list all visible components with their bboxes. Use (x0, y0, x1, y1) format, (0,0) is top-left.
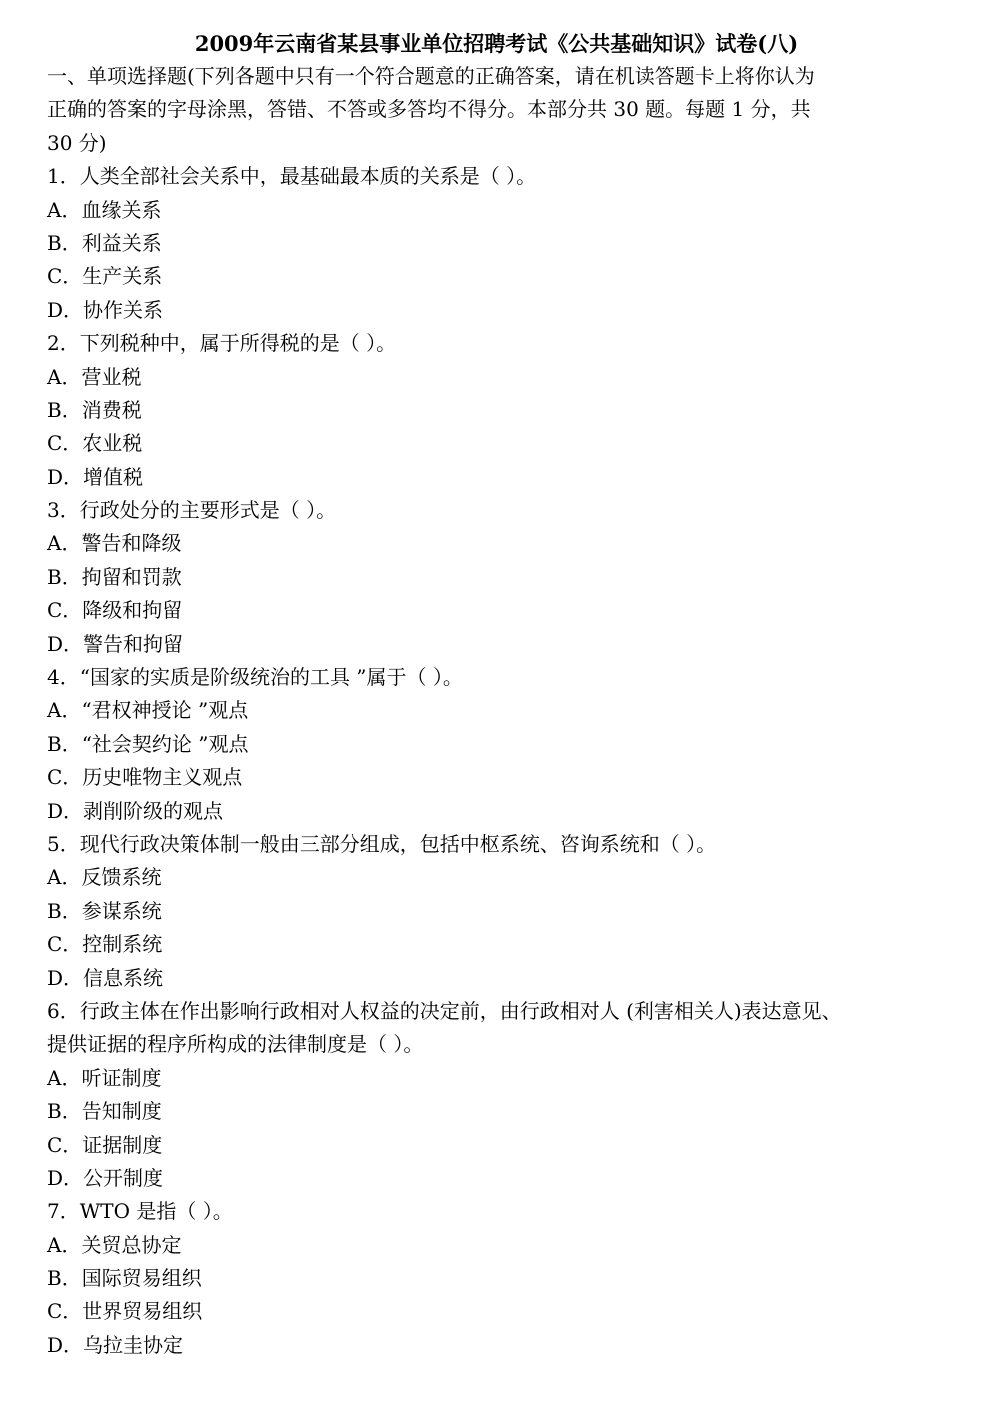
question-stem: 7．WTO 是指（ ）。 (47, 1199, 233, 1224)
question-stem: 1．人类全部社会关系中，最基础最本质的关系是（ ）。 (47, 164, 537, 189)
question-1 (47, 160, 957, 327)
answer-option: A．警告和降级 (47, 531, 182, 556)
answer-option: A．“君权神授论 ”观点 (47, 698, 249, 723)
answer-option: A．听证制度 (47, 1065, 162, 1090)
question-2 (47, 327, 957, 494)
answer-option: C．生产关系 (47, 264, 163, 289)
exam-body (47, 60, 957, 1362)
answer-option: B．参谋系统 (47, 898, 162, 923)
question-3 (47, 494, 957, 661)
answer-option: C．降级和拘留 (47, 598, 183, 623)
section-header-line: 30 分) (47, 130, 107, 155)
question-stem: 3．行政处分的主要形式是（ ）。 (47, 498, 337, 523)
answer-option: D．乌拉圭协定 (47, 1332, 184, 1357)
answer-option: B．拘留和罚款 (47, 564, 182, 589)
question-stem: 4．“国家的实质是阶级统治的工具 ”属于（ ）。 (47, 665, 463, 690)
question-6 (47, 995, 957, 1195)
answer-option: B．国际贸易组织 (47, 1266, 202, 1291)
section-header-line: 一、单项选择题(下列各题中只有一个符合题意的正确答案，请在机读答题卡上将你认为 (47, 64, 815, 88)
answer-option: A．关贸总协定 (47, 1232, 182, 1257)
question-5 (47, 828, 957, 995)
answer-option: D．增值税 (47, 464, 144, 489)
answer-option: B．消费税 (47, 397, 142, 422)
answer-option: C．控制系统 (47, 932, 163, 957)
question-stem: 6．行政主体在作出影响行政相对人权益的决定前，由行政相对人 (利害相关人)表达意见、 (47, 998, 842, 1023)
answer-option: B．“社会契约论 ”观点 (47, 731, 249, 756)
answer-option: C．农业税 (47, 431, 143, 456)
answer-option: A．血缘关系 (47, 197, 162, 222)
answer-option: D．警告和拘留 (47, 631, 184, 656)
answer-option: A．营业税 (47, 364, 142, 389)
question-stem: 2．下列税种中，属于所得税的是（ ）。 (47, 331, 397, 356)
answer-option: D．剥削阶级的观点 (47, 798, 224, 823)
answer-option: C．证据制度 (47, 1132, 163, 1157)
answer-option: C．世界贸易组织 (47, 1299, 203, 1324)
answer-option: D．信息系统 (47, 965, 164, 990)
question-7 (47, 1195, 957, 1362)
question-stem: 5．现代行政决策体制一般由三部分组成，包括中枢系统、咨询系统和（ ）。 (47, 831, 717, 856)
question-4 (47, 661, 957, 828)
answer-option: D．公开制度 (47, 1165, 164, 1190)
section-header-line: 正确的答案的字母涂黑，答错、不答或多答均不得分。本部分共 30 题。每题 1 分，共 (47, 97, 811, 122)
answer-option: D．协作关系 (47, 297, 164, 322)
answer-option: C．历史唯物主义观点 (47, 765, 243, 790)
question-stem: 提供证据的程序所构成的法律制度是（ ）。 (47, 1032, 424, 1057)
answer-option: A．反馈系统 (47, 865, 162, 890)
answer-option: B．告知制度 (47, 1099, 162, 1124)
section-header (47, 60, 957, 160)
page-title: 2009年云南省某县事业单位招聘考试《公共基础知识》试卷(八) (194, 31, 799, 56)
answer-option: B．利益关系 (47, 230, 162, 255)
